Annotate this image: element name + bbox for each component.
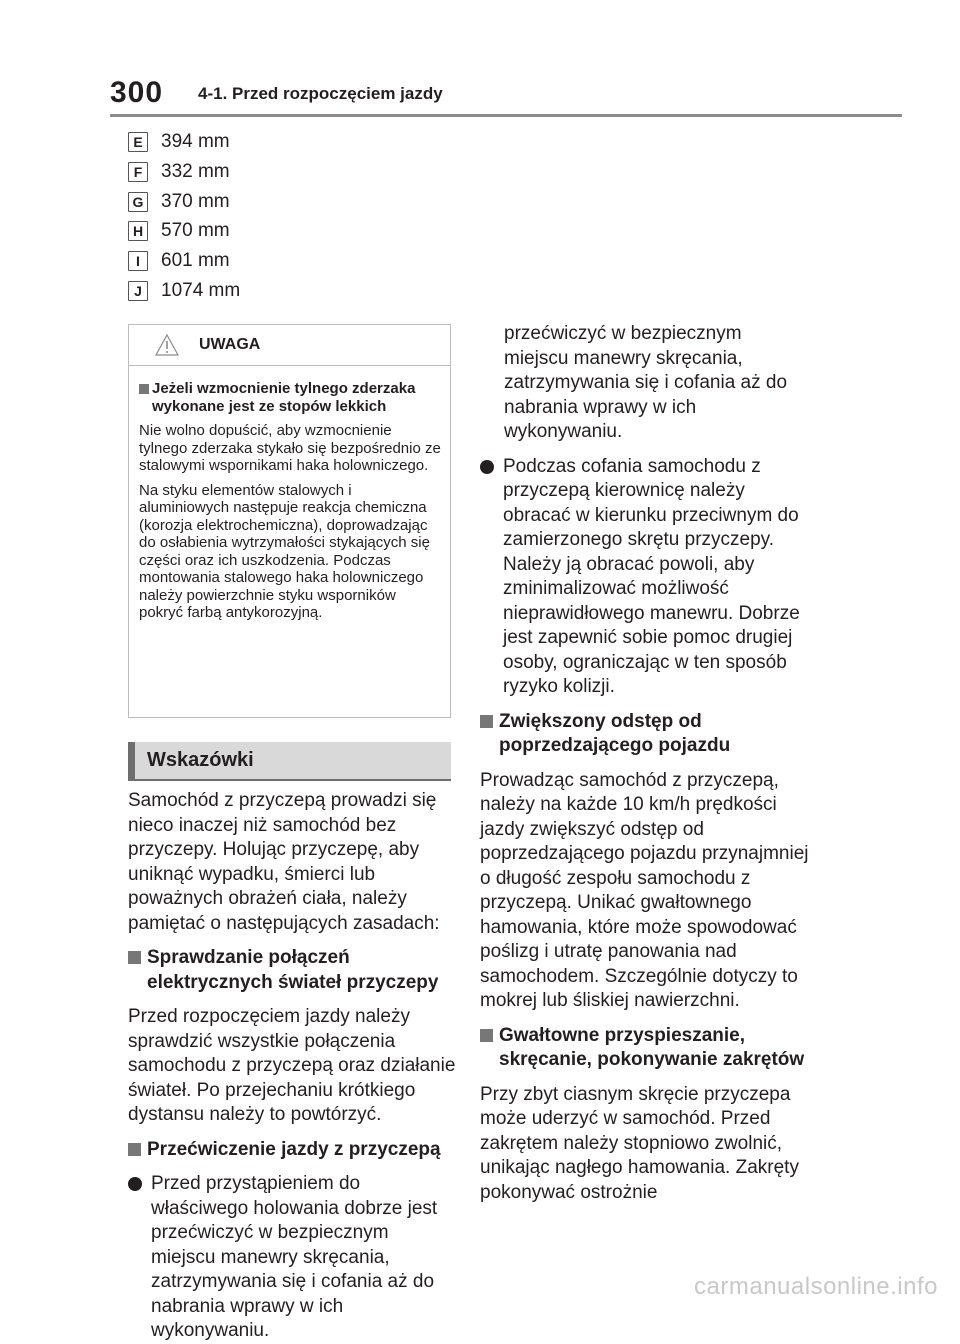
watermark: carmanualsonline.info: [694, 1273, 938, 1300]
warning-header: [129, 325, 450, 366]
warning-body: [129, 366, 450, 622]
dimension-row: [128, 279, 240, 303]
dimension-letter: J: [128, 281, 148, 301]
paragraph: Przed rozpoczęciem jazdy należy sprawdzić wszystkie połączenia samochodu z przyczepą oraz działanie świateł. Po przejechaniu krótkiego dystansu należy to powtórzyć.: [128, 1006, 456, 1125]
warning-subheading-text: Jeżeli wzmocnienie tylnego zderzaka wykonane jest ze stopów lekkich: [152, 380, 416, 415]
dimension-letter: E: [128, 132, 148, 152]
tips-accent-bar: [128, 742, 135, 779]
warning-title: UWAGA: [199, 336, 261, 353]
paragraph: Przy zbyt ciasnym skręcie przyczepa może uderzyć w samochód. Przed zakrętem należy stopniowo zwolnić, unikając nagłego hamowania. Zakręty pokonywać ostrożnie: [480, 1083, 799, 1203]
subheading-text: Zwiększony odstęp od poprzedzającego pojazdu: [499, 710, 731, 756]
square-bullet-icon: [128, 1143, 141, 1156]
dimension-row: [128, 249, 230, 273]
warning-triangle-icon: [155, 334, 179, 356]
square-bullet-icon: [480, 1029, 493, 1042]
left-column: [128, 789, 458, 1341]
bullet-text: Podczas cofania samochodu z przyczepą kierownicę należy obracać w kierunku przeciwnym do zamierzonego skrętu przyczepy. Należy ją obracać powoli, aby zminimalizować możliwość nieprawidłowego manewru. Dobrze jest zapewnić sobie pomoc drugiej osoby, ograniczając w ten sposób ryzyko kolizji.: [503, 455, 800, 697]
tips-header: [128, 742, 451, 779]
bullet-continuation: przećwiczyć w bezpiecznym miejscu manewry skręcania, zatrzymywania się i cofania aż do nabrania wprawy w ich wykonywaniu.: [504, 323, 788, 442]
paragraph: Prowadząc samochód z przyczepą, należy na każde 10 km/h prędkości jazdy zwiększyć odstęp od poprzedzającego pojazdu przynajmniej o długość zespołu samochodu z przyczepą. Unikać gwałtownego hamowania, które może spowodować poślizg i utratę panowania nad samochodem. Szczególnie dotyczy to mokrej lub śliskiej nawierzchni.: [480, 769, 809, 1011]
dimension-row: [128, 190, 230, 214]
subheading-text: Przećwiczenie jazdy z przyczepą: [147, 1138, 441, 1160]
dimension-letter: F: [128, 162, 148, 182]
dimension-value: 370 mm: [161, 191, 230, 212]
warning-paragraph: Nie wolno dopuścić, aby wzmocnienie tylnego zderzaka stykało się bezpośrednio ze stalowymi wspornikami haka holowniczego.: [139, 422, 441, 474]
bullet-item: [480, 455, 810, 700]
warning-subheading: [139, 380, 444, 416]
round-bullet-icon: [480, 460, 494, 474]
subheading: [480, 710, 810, 759]
round-bullet-icon: [128, 1177, 142, 1191]
dimension-value: 601 mm: [161, 250, 230, 271]
tips-title: Wskazówki: [147, 749, 254, 771]
dimension-row: [128, 219, 230, 243]
bullet-item: [128, 1172, 458, 1341]
bullet-text: Przed przystąpieniem do właściwego holowania dobrze jest przećwiczyć w bezpiecznym miejscu manewry skręcania, zatrzymywania się i cofania aż do nabrania wprawy w ich wykonywaniu.: [151, 1173, 438, 1341]
page-number: 300: [110, 76, 164, 109]
square-bullet-icon: [139, 384, 149, 394]
dimension-letter: H: [128, 221, 148, 241]
dimension-value: 1074 mm: [161, 280, 241, 301]
dimension-value: 332 mm: [161, 161, 230, 182]
dimension-letter: G: [128, 192, 148, 212]
warning-box: [128, 324, 451, 718]
dimension-value: 394 mm: [161, 131, 230, 152]
dimension-row: [128, 130, 230, 154]
subheading: [480, 1024, 810, 1073]
subheading-text: Sprawdzanie połączeń elektrycznych świateł przyczepy: [147, 947, 439, 993]
dimension-row: [128, 160, 230, 184]
dimension-value: 570 mm: [161, 220, 230, 241]
subheading-text: Gwałtowne przyspieszanie, skręcanie, pokonywanie zakrętów: [499, 1024, 805, 1070]
warning-paragraph: Na styku elementów stalowych i aluminiowych następuje reakcja chemiczna (korozja elektrochemiczna), doprowadzając do osłabienia wytrzymałości stykających się części oraz ich uszkodzenia. Podczas montowania stalowego haka holowniczego należy powierzchnie styku wsporników pokryć farbą antykorozyjną.: [139, 481, 430, 621]
right-column: [480, 322, 810, 1215]
subheading: [128, 946, 458, 995]
section-title: 4-1. Przed rozpoczęciem jazdy: [198, 84, 443, 103]
header-rule: [110, 114, 902, 117]
square-bullet-icon: [480, 715, 493, 728]
tips-intro: Samochód z przyczepą prowadzi się nieco inaczej niż samochód bez przyczepy. Holując przyczepę, aby uniknąć wypadku, śmierci lub poważnych obrażeń ciała, należy pamiętać o następujących zasadach:: [128, 790, 440, 934]
square-bullet-icon: [128, 951, 141, 964]
dimension-letter: I: [128, 251, 148, 271]
subheading: [128, 1138, 458, 1163]
tips-rule: [128, 779, 451, 781]
